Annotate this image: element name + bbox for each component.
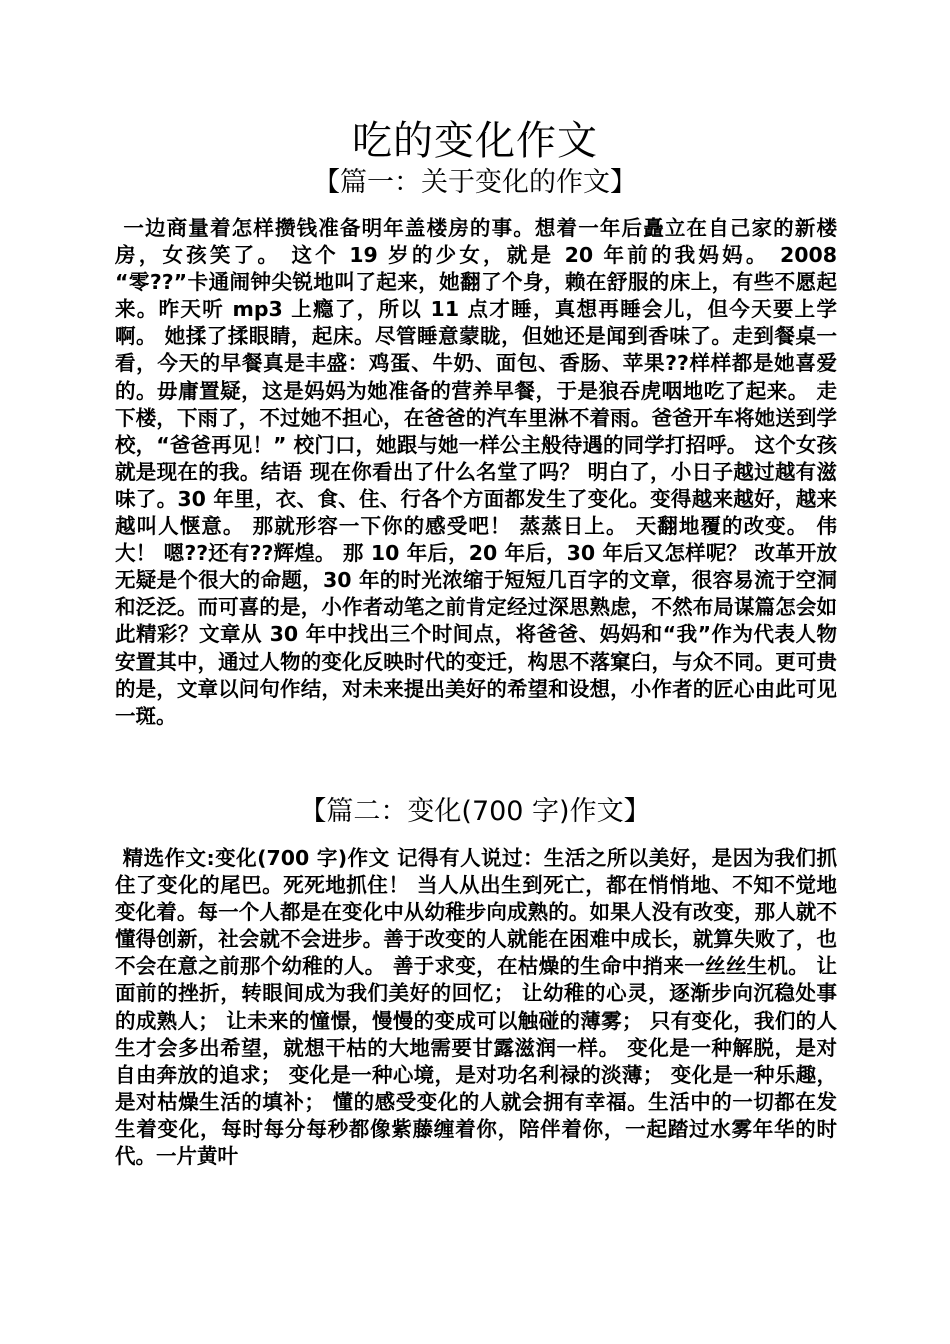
section-heading-1: 【篇一：关于变化的作文】 (313, 167, 637, 198)
section-body-2: 精选作文:变化(700 字)作文 记得有人说过：生活之所以美好，是因为我们抓住了变化的尾巴。死死地抓住！ 当人从出生到死亡，都在悄悄地、不知不觉地变化着。每一个人都是在变化中从幼稚步向成熟的。如果人没有改变，那人就不懂得创新，社会就不会进步。善于改变的人就能在困难中成长，就算失败了，也不会在意之前那个幼稚的人。 善于求变，在枯燥的生命中捎来一丝丝生机。 让面前的挫折，转眼间成为我们美好的回忆； 让幼稚的心灵，逐渐步向沉稳处事的成熟人； 让未来的憧憬，慢慢的变成可以触碰的薄雾； 只有变化，我们的人生才会多出希望，就想干枯的大地需要甘露滋润一样。 变化是一种解脱，是对自由奔放的追求； 变化是一种心境，是对功名利禄的淡薄； 变化是一种乐趣，是对枯燥生活的填补； 懂的感受变化的人就会拥有幸福。生活中的一切都在发生着变化，每时每分每秒都像紫藤缠着你，陪伴着你，一起踏过水雾年华的时代。一片黄叶 (115, 846, 837, 1169)
document-title: 吃的变化作文 (352, 118, 598, 164)
section-heading-2: 【篇二：变化(700 字)作文】 (299, 796, 651, 827)
section-body-1: 一边商量着怎样攒钱准备明年盖楼房的事。想着一年后矗立在自己家的新楼房，女孩笑了。 这个 19 岁的少女，就是 20 年前的我妈妈。 2008 “零??”卡通闹钟尖锐地叫了起来，她翻了个身，赖在舒服的床上，有些不愿起来。昨天听 mp3 上瘾了，所以 11 点才睡，真想再睡会儿，但今天要上学啊。 她揉了揉眼睛，起床。尽管睡意蒙眬，但她还是闻到香味了。走到餐桌一看，今天的早餐真是丰盛：鸡蛋、牛奶、面包、香肠、苹果??样样都是她喜爱的。毋庸置疑，这是妈妈为她准备的营养早餐，于是狼吞虎咽地吃了起来。 走下楼，下雨了，不过她不担心，在爸爸的汽车里淋不着雨。爸爸开车将她送到学校，“爸爸再见！” 校门口，她跟与她一样公主般待遇的同学打招呼。 这个女孩就是现在的我。结语 现在你看出了什么名堂了吗？ 明白了，小日子越过越有滋味了。30 年里，衣、食、住、行各个方面都发生了变化。变得越来越好，越来越叫人惬意。 那就形容一下你的感受吧！ 蒸蒸日上。 天翻地覆的改变。 伟大！ 嗯??还有??辉煌。 那 10 年后，20 年后，30 年后又怎样呢？ 改革开放无疑是个很大的命题，30 年的时光浓缩于短短几百字的文章，很容易流于空洞和泛泛。而可喜的是，小作者动笔之前肯定经过深思熟虑，不然布局谋篇怎会如此精彩？文章从 30 年中找出三个时间点，将爸爸、妈妈和“我”作为代表人物安置其中，通过人物的变化反映时代的变迁，构思不落窠臼，与众不同。更可贵的是，文章以问句作结，对未来提出美好的希望和设想，小作者的匠心由此可见一斑。 (115, 216, 845, 728)
